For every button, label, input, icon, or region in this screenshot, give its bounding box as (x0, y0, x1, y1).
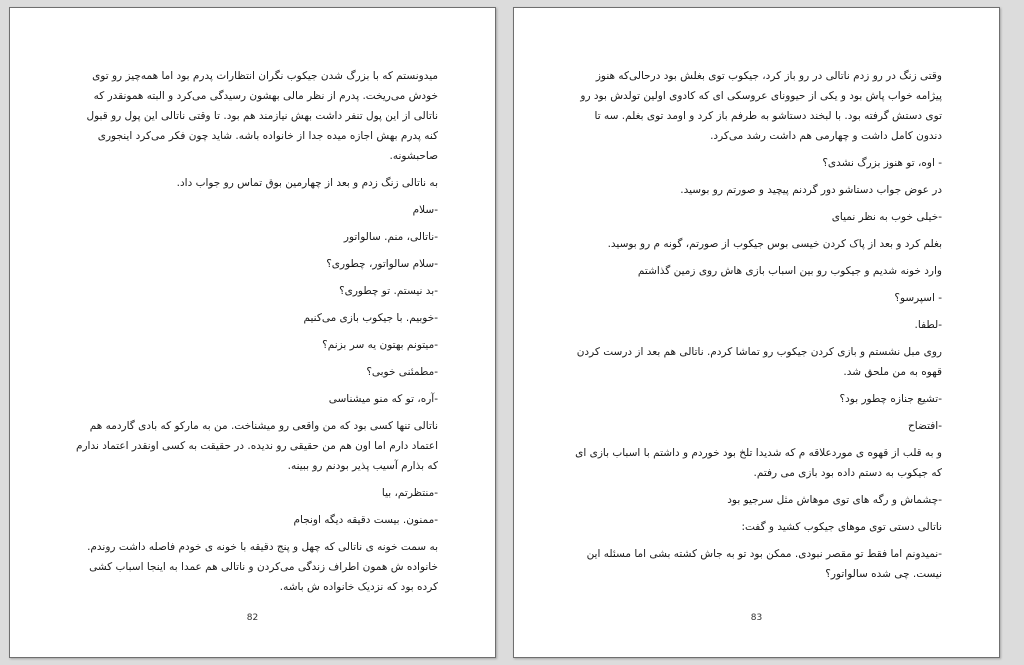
paragraph: وقتی زنگ در رو زدم ناتالی در رو باز کرد، جیکوب توی بغلش بود درحالی‌که هنوز پیژامه خواب پاش بود و یکی از حیوونای عروسکی ای که کادوی اولین تولدش بود رو توی دستش گرفته بود. با لبخند دستاشو به طرفم باز کرد و اومد توی بغلم. سه تا دندون کامل داشت و چهارمی هم داشت رشد می‌کرد. (580, 70, 942, 142)
paragraph: -چشماش و رگه های توی موهاش مثل سرجیو بود (727, 494, 942, 506)
paragraph: - اوه، تو هنوز بزرگ نشدی؟ (822, 157, 942, 169)
paragraph: -ممنون. بیست دقیقه دیگه اونجام (293, 514, 438, 526)
paragraph: -خیلی خوب به نظر نمیای (831, 211, 942, 223)
paragraph: -ناتالی، منم. سالواتور (343, 231, 438, 243)
page-number: 83 (750, 613, 763, 623)
paragraph: -سلام سالواتور، چطوری؟ (326, 258, 438, 270)
paragraph: ناتالی تنها کسی بود که من واقعی رو میشناخت. من به مارکو که بادی گاردمه هم اعتماد دارم اما اون هم من حقیقی رو ندیده. در حقیقت به کسی اونقدر اعتماد ندارم که بذارم آسیب پذیر بودنم رو ببینه. (75, 420, 438, 472)
paragraph: میدونستم که با بزرگ شدن جیکوب نگران انتظارات پدرم بود اما همه‌چیز رو توی خودش می‌ریخت. پدرم از نظر مالی بهشون رسیدگی می‌کرد و البته همونقدر که ناتالی از این پول تنفر داشت بهش نیازمند هم بود. تا وقتی ناتالی این پول رو قبول کنه پدرم بهش اجازه میده جدا از خانواده باشه. شاید چون فکر می‌کرد اینجوری صاحبشونه. (86, 70, 438, 162)
paragraph: -منتظرتم، بیا (381, 487, 438, 499)
paragraph: -نمیدونم اما فقط تو مقصر نبودی. ممکن بود تو به جاش کشته بشی اما مسئله این نیست. چی شده سالواتور؟ (586, 548, 942, 580)
paragraph: بغلم کرد و بعد از پاک کردن خیسی بوس جیکوب از صورتم، گونه م رو بوسید. (607, 238, 942, 250)
paragraph: -آره، تو که منو میشناسی (328, 393, 438, 405)
page-text (574, 66, 942, 591)
paragraph: -خوبیم. با جیکوب بازی می‌کنیم (303, 312, 438, 324)
paragraph: روی مبل نشستم و بازی کردن جیکوب رو تماشا کردم. ناتالی هم بعد از درست کردن قهوه به من ملحق شد. (576, 346, 942, 378)
paragraph: به سمت خونه ی ناتالی که چهل و پنج دقیقه با خونه ی خودم فاصله داشت روندم. خانواده ش همون اطراف زندگی می‌کردن و ناتالی هم عمدا به اینجا اسباب کشی کرده بود که نزدیک خانواده ش باشه. (87, 541, 438, 593)
paragraph: و به قلب از قهوه ی موردعلاقه م که شدیدا تلخ بود خوردم و داشتم با اسباب بازی ای که جیکوب به دستم داده بود بازی می رفتم. (575, 447, 942, 479)
right-page (513, 7, 1000, 658)
paragraph: -سلام (412, 204, 438, 216)
paragraph: -افتضاح (908, 420, 942, 432)
page-number: 82 (246, 613, 259, 623)
paragraph: -تشیع جنازه چطور بود؟ (839, 393, 942, 405)
paragraph: -بد نیستم. تو چطوری؟ (339, 285, 438, 297)
paragraph: در عوض جواب دستاشو دور گردنم پیچید و صورتم رو بوسید. (680, 184, 942, 196)
paragraph: به ناتالی زنگ زدم و بعد از چهارمین بوق تماس رو جواب داد. (176, 177, 438, 189)
paragraph: ناتالی دستی توی موهای جیکوب کشید و گفت: (741, 521, 942, 533)
page-text (70, 66, 438, 604)
left-page (9, 7, 496, 658)
paragraph: -مطمئنی خوبی؟ (366, 366, 438, 378)
paragraph: - اسپرسو؟ (894, 292, 942, 304)
paragraph: -میتونم بهتون یه سر بزنم؟ (322, 339, 438, 351)
paragraph: وارد خونه شدیم و جیکوب رو بین اسباب بازی هاش روی زمین گذاشتم (637, 265, 942, 277)
paragraph: -لطفا. (914, 319, 942, 331)
